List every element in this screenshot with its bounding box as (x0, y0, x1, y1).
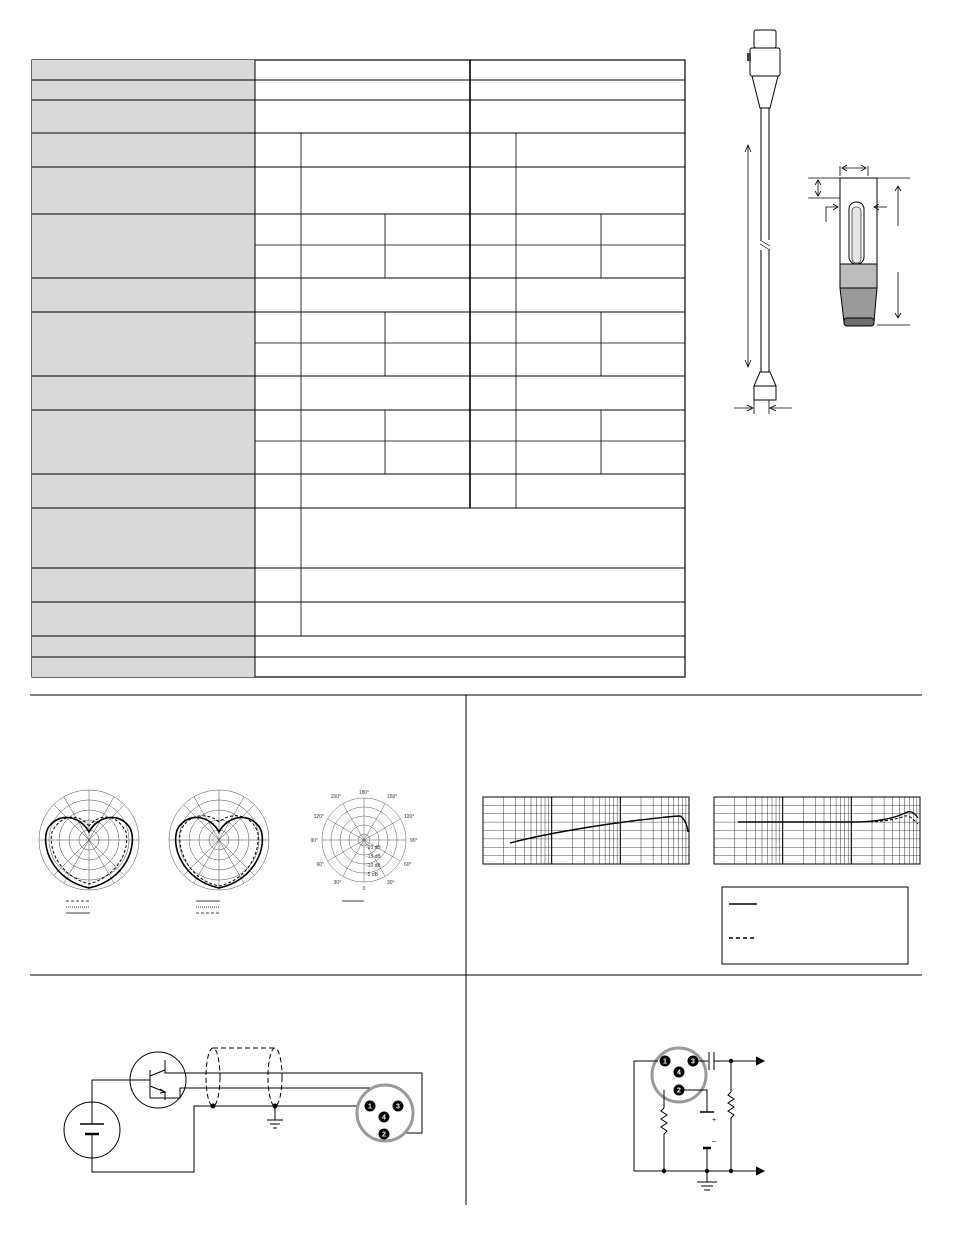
polar-pattern-1 (39, 790, 139, 913)
pin-3-label: 3 (691, 1058, 695, 1066)
angle-label: 180° (358, 790, 370, 796)
capsule-drawing (840, 178, 877, 326)
ring-label: -5 dB (366, 872, 378, 878)
unit-column-dividers (301, 133, 516, 636)
pin-2-label: 2 (677, 1087, 681, 1095)
pin-4-label: 4 (677, 1069, 681, 1077)
frequency-response-graph-1 (483, 797, 689, 864)
ring-label: -15 dB (366, 854, 381, 860)
frequency-response-graphs (483, 797, 920, 964)
angle-label: 30° (387, 880, 395, 886)
plus-sign: + (712, 1117, 717, 1124)
angle-label: 60° (316, 862, 324, 868)
section-dividers (30, 695, 922, 1205)
value-subcolumn-dividers (385, 214, 601, 474)
microphone-outline-drawing (734, 30, 910, 414)
ring-label: -10 dB (366, 863, 381, 869)
spec-table (32, 60, 685, 677)
pin-4-label: 4 (382, 1114, 386, 1122)
pin-1-label: 1 (663, 1058, 667, 1066)
polar-pattern-2 (169, 790, 269, 913)
angle-label: 90° (410, 838, 418, 844)
ground-symbol-right (697, 1182, 717, 1190)
frequency-response-curve-2-solid (738, 812, 918, 822)
polar-pattern-blank-grid (310, 790, 417, 901)
angle-label: 30° (333, 880, 341, 886)
pin-2-label: 2 (382, 1131, 386, 1139)
polar-2-legend (196, 901, 220, 913)
frequency-response-legend (722, 887, 908, 964)
length-dimension-arrow (745, 145, 751, 367)
polar-ring-labels (366, 845, 381, 878)
angle-label: 0 (362, 886, 366, 892)
ground-symbol-left (267, 1120, 283, 1128)
pin-1-label: 1 (368, 1103, 372, 1111)
power-module-polarity (712, 1117, 716, 1145)
frequency-response-graph-2 (714, 797, 920, 864)
ring-label: -20 dB (366, 845, 381, 851)
polar-1-legend (66, 901, 90, 913)
angle-label: 90° (310, 838, 318, 844)
cable-diameter-arrows (734, 400, 792, 414)
angle-label: 60° (404, 862, 412, 868)
pin-3-label: 3 (396, 1103, 400, 1111)
angle-label: 150° (387, 794, 398, 800)
angle-label: 120° (313, 814, 324, 820)
power-module-diagram (634, 1048, 764, 1190)
minus-sign: – (712, 1138, 716, 1145)
angle-label: 150° (330, 794, 341, 800)
angle-label: 120° (404, 814, 415, 820)
